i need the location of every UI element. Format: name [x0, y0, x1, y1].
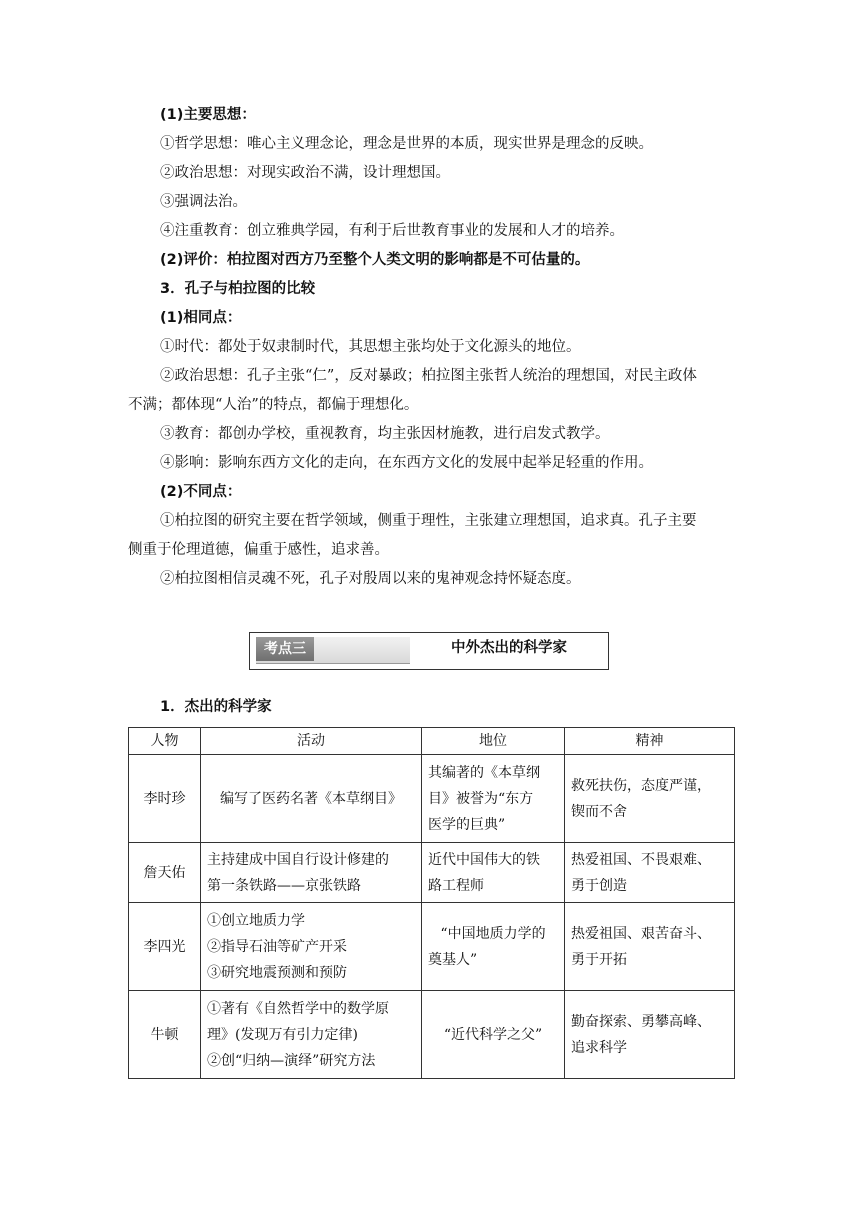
- cell-person: 詹天佑: [129, 843, 201, 903]
- scientists-table: [128, 727, 735, 1079]
- header-person: 人物: [129, 728, 201, 755]
- cell-status: 其编著的《本草纲 目》被誉为“东方 医学的巨典”: [422, 755, 565, 843]
- section-tag-label: 考点三: [256, 637, 314, 661]
- paragraph: ③强调法治。: [160, 194, 247, 210]
- paragraph: ①柏拉图的研究主要在哲学领域，侧重于理性，主张建立理想国，追求真。孔子主要: [160, 513, 697, 529]
- cell-spirit: 热爱祖国、不畏艰难、 勇于创造: [565, 843, 735, 903]
- table-row: [129, 843, 735, 903]
- subheading-differences: (2)不同点：: [160, 484, 242, 500]
- cell-person: 李四光: [129, 903, 201, 991]
- cell-status: “近代科学之父”: [422, 991, 565, 1079]
- paragraph: ①时代：都处于奴隶制时代，其思想主张均处于文化源头的地位。: [160, 339, 581, 355]
- paragraph: ④影响：影响东西方文化的走向，在东西方文化的发展中起举足轻重的作用。: [160, 455, 653, 471]
- header-status: 地位: [422, 728, 565, 755]
- cell-activity: ①创立地质力学 ②指导石油等矿产开采 ③研究地震预测和预防: [201, 903, 422, 991]
- cell-spirit: 救死扶伤，态度严谨， 锲而不舍: [565, 755, 735, 843]
- section-tag-title: 中外杰出的科学家: [451, 640, 567, 656]
- paragraph-evaluation: [128, 245, 734, 275]
- cell-activity: 主持建成中国自行设计修建的 第一条铁路——京张铁路: [201, 843, 422, 903]
- table-header-row: [129, 728, 735, 755]
- cell-status: “中国地质力学的 奠基人”: [422, 903, 565, 991]
- heading-main-ideas: (1)主要思想：: [160, 107, 256, 123]
- cell-person: 牛顿: [129, 991, 201, 1079]
- section-tag: [249, 632, 609, 670]
- table-row: [129, 903, 735, 991]
- evaluation-text: (2)评价：柏拉图对西方乃至整个人类文明的影响都是不可估量的。: [160, 252, 590, 268]
- cell-activity: ①著有《自然哲学中的数学原 理》(发现万有引力定律) ②创“归纳—演绎”研究方法: [201, 991, 422, 1079]
- cell-status: 近代中国伟大的铁 路工程师: [422, 843, 565, 903]
- paragraph: ②政治思想：对现实政治不满，设计理想国。: [160, 165, 450, 181]
- cell-person: 李时珍: [129, 755, 201, 843]
- subheading-similarities: (1)相同点：: [160, 310, 242, 326]
- cell-spirit: 勤奋探索、勇攀高峰、 追求科学: [565, 991, 735, 1079]
- section-heading-comparison: 3．孔子与柏拉图的比较: [160, 281, 316, 297]
- table-title: 1．杰出的科学家: [160, 699, 272, 715]
- paragraph-continued: 不满；都体现“人治”的特点，都偏于理想化。: [128, 397, 419, 413]
- cell-activity: 编写了医药名著《本草纲目》: [201, 755, 422, 843]
- paragraph: ②柏拉图相信灵魂不死，孔子对殷周以来的鬼神观念持怀疑态度。: [160, 571, 581, 587]
- paragraph: ④注重教育：创立雅典学园，有利于后世教育事业的发展和人才的培养。: [160, 223, 624, 239]
- section-tag-label-bar: [256, 637, 410, 664]
- paragraph-continued: 侧重于伦理道德，偏重于感性，追求善。: [128, 542, 389, 558]
- table-row: [129, 991, 735, 1079]
- table-row: [129, 755, 735, 843]
- paragraph: ②政治思想：孔子主张“仁”，反对暴政；柏拉图主张哲人统治的理想国，对民主政体: [160, 368, 697, 384]
- header-spirit: 精神: [565, 728, 735, 755]
- paragraph: ③教育：都创办学校，重视教育，均主张因材施教，进行启发式教学。: [160, 426, 610, 442]
- header-activity: 活动: [201, 728, 422, 755]
- cell-spirit: 热爱祖国、艰苦奋斗、 勇于开拓: [565, 903, 735, 991]
- paragraph: ①哲学思想：唯心主义理念论，理念是世界的本质，现实世界是理念的反映。: [160, 136, 653, 152]
